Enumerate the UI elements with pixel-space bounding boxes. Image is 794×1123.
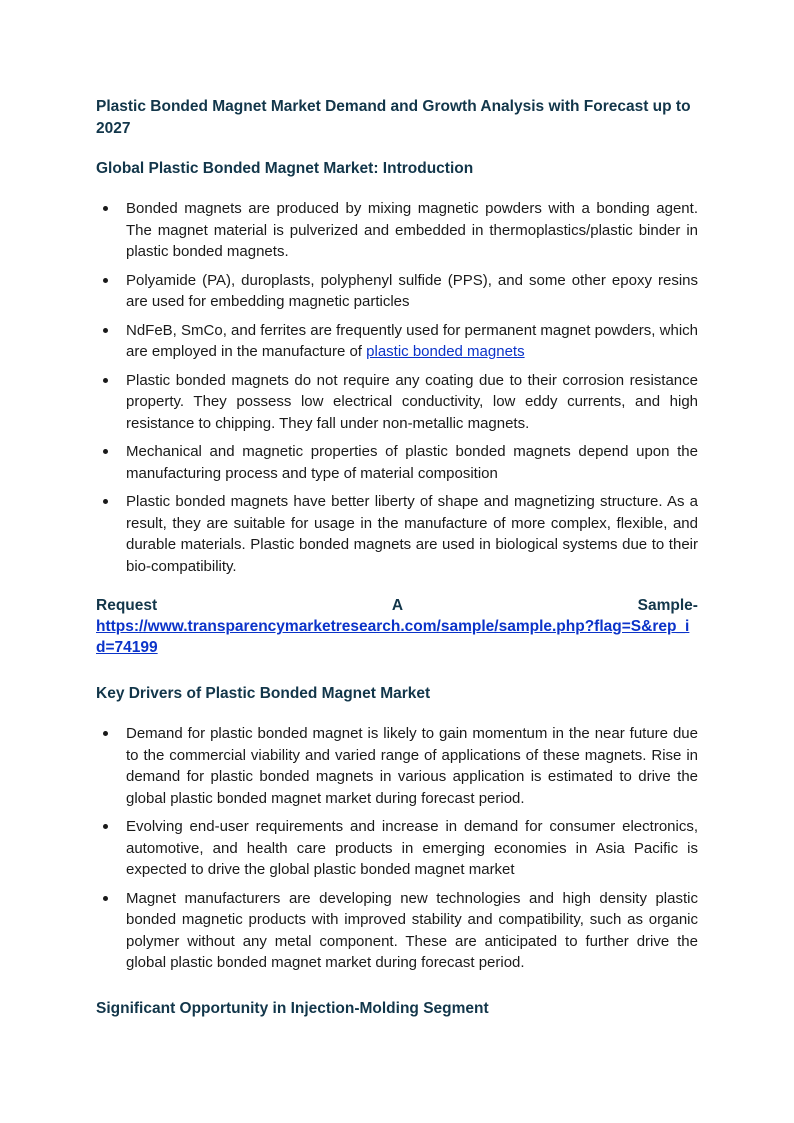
list-item-text: Polyamide (PA), duroplasts, polyphenyl sulfide (PPS), and some other epoxy resins are used for embedding magnetic particles [126,271,698,310]
list-item [96,441,698,484]
list-item [96,491,698,577]
request-word: A [391,597,404,614]
request-word: Request [96,597,158,614]
list-item-text: Demand for plastic bonded magnet is likely to gain momentum in the near future due to the commercial viability and varied range of applications of these magnets. Rise in demand for plastic bonded magnets in various application is estimated to drive the global plastic bonded magnet market during forecast period. [126,725,698,807]
list-item [96,370,698,435]
intro-bullet-list [96,198,698,577]
list-item-text: NdFeB, SmCo, and ferrites are frequently used for permanent magnet powders, which are employed in the manufacture of [126,321,698,360]
document-title: Plastic Bonded Magnet Market Demand and Growth Analysis with Forecast up to 2027 [96,98,691,137]
drivers-heading: Key Drivers of Plastic Bonded Magnet Market [96,685,431,702]
list-item-text: Plastic bonded magnets do not require any coating due to their corrosion resistance property. They possess low electrical conductivity, low eddy currents, and high resistance to chipping. They fall under non-metallic magnets. [126,371,698,432]
list-item [96,816,698,881]
list-item [96,198,698,263]
bullet-icon [103,206,108,211]
list-item [96,270,698,313]
bullet-icon [103,896,108,901]
bullet-icon [103,278,108,283]
bullet-icon [103,328,108,333]
list-item [96,320,698,363]
bullet-icon [103,824,108,829]
request-sample-block [96,595,698,658]
list-item [96,888,698,974]
request-sample-label [96,595,698,616]
list-item-text: Bonded magnets are produced by mixing magnetic powders with a bonding agent. The magnet material is pulverized and embedded in thermoplastics/plastic binder in plastic bonded magnets. [126,200,698,260]
request-word: Sample- [637,597,698,614]
bullet-icon [103,378,108,383]
list-item [96,723,698,809]
drivers-bullet-list [96,723,698,974]
bullet-icon [103,731,108,736]
list-item-text: Magnet manufacturers are developing new technologies and high density plastic bonded magnetic products with improved stability and compatibility, such as organic polymer without any metal component. These are anticipated to further drive the global plastic bonded magnet market during forecast period. [126,889,698,971]
list-item-text: Plastic bonded magnets have better liberty of shape and magnetizing structure. As a result, they are suitable for usage in the manufacture of more complex, flexible, and durable materials. Plastic bonded magnets are used in biological systems due to their bio-compatibility. [126,493,698,575]
plastic-bonded-magnets-link[interactable]: plastic bonded magnets [366,343,525,360]
list-item-text: Mechanical and magnetic properties of plastic bonded magnets depend upon the manufacturing process and type of material composition [126,443,698,482]
bullet-icon [103,449,108,454]
bullet-icon [103,499,108,504]
opportunity-heading: Significant Opportunity in Injection-Molding Segment [96,999,489,1017]
sample-request-link[interactable]: https://www.transparencymarketresearch.com/sample/sample.php?flag=S&rep_id=74199 [96,618,690,656]
intro-heading: Global Plastic Bonded Magnet Market: Introduction [96,160,474,177]
list-item-text: Evolving end-user requirements and increase in demand for consumer electronics, automotive, and health care products in emerging economies in Asia Pacific is expected to drive the global plastic bonded magnet market [126,818,698,878]
